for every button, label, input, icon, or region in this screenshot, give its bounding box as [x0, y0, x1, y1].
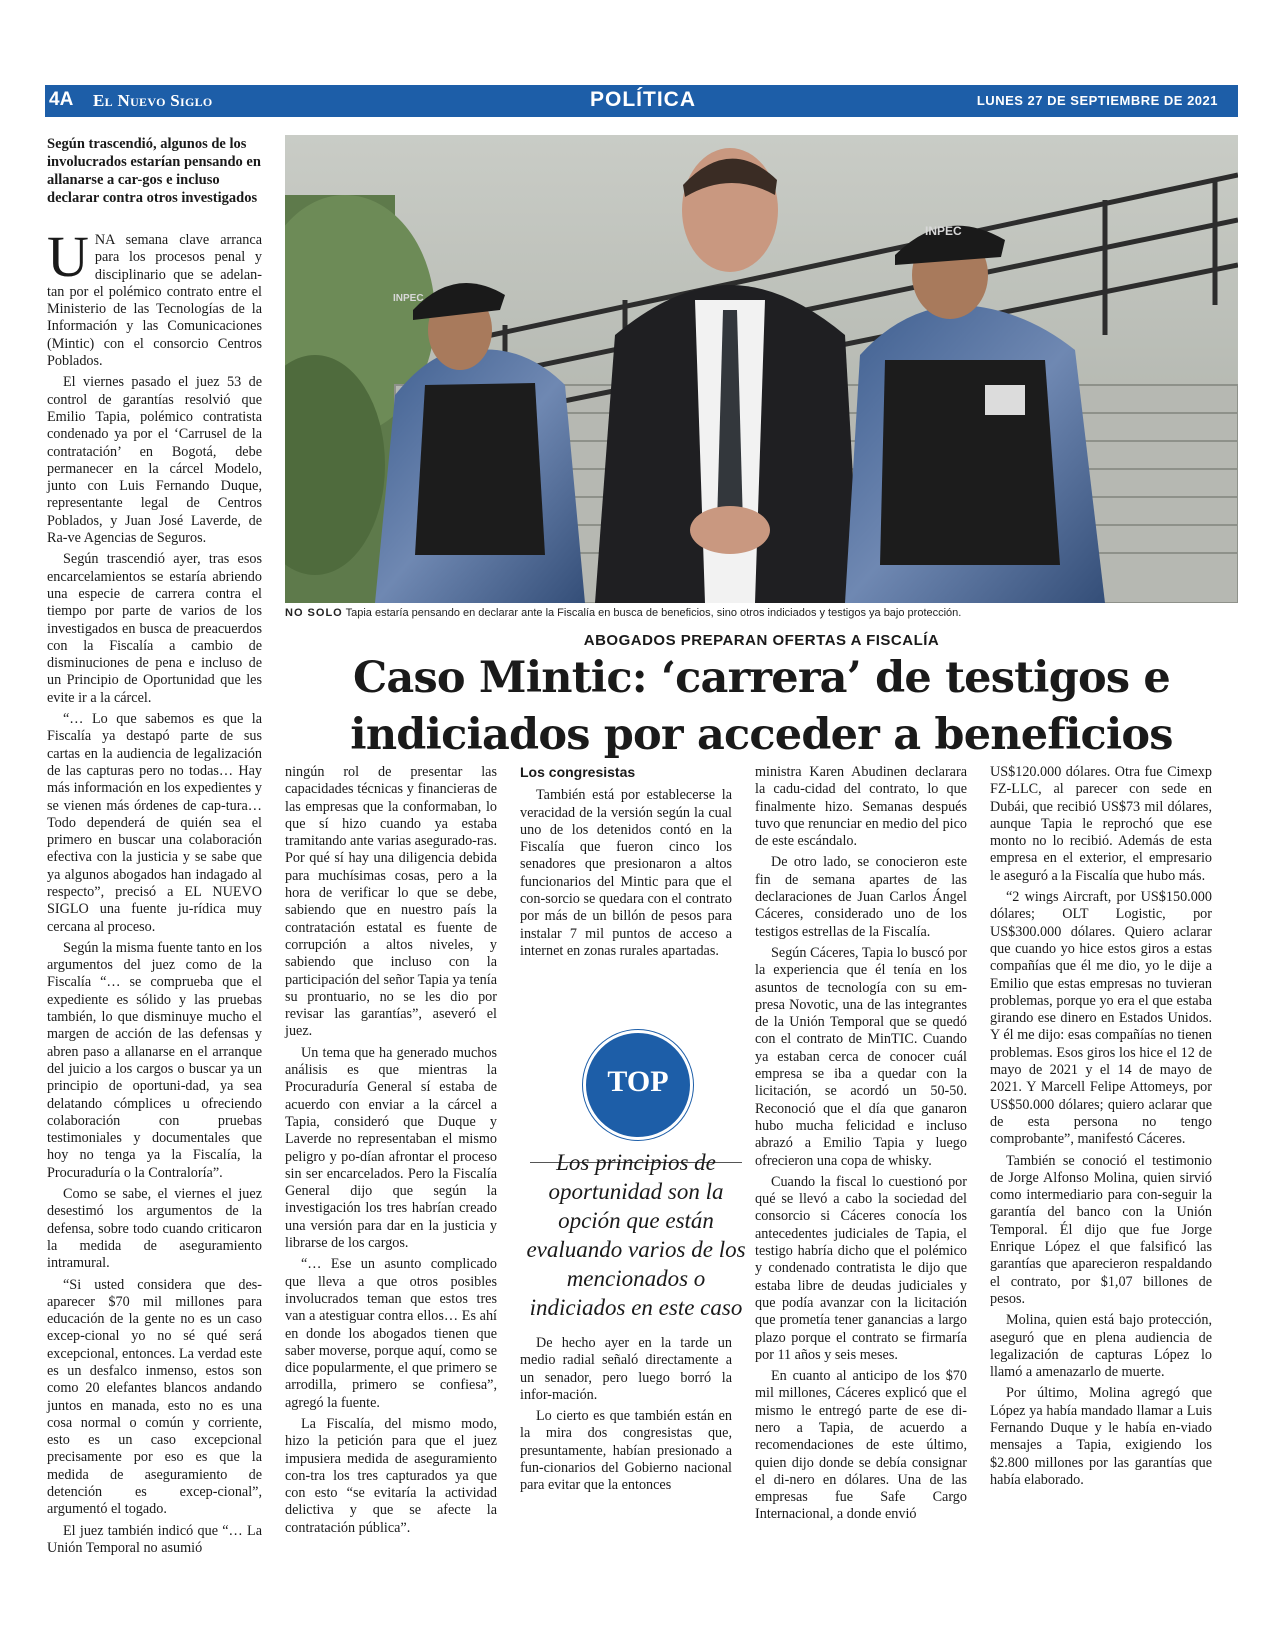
article-column-2 [285, 764, 497, 1541]
paragraph: También se conoció el testimonio de Jorge Alfonso Molina, quien sirvió como intermediario para con-seguir la garantía del banco con la Unión Temporal. Él dijo que fue Jorge Enrique López el que falsificó las garantías que aparecieron respaldando el contrato, por $1,07 billones de pesos. [990, 1152, 1212, 1307]
paragraph: El viernes pasado el juez 53 de control de garantías resolvió que Emilio Tapia, polémico contratista condenado ya por el ‘Carrusel de la contratación’ en Bogotá, debe permanecer en la cárcel Modelo, junto con Luis Fernando Duque, representante legal de Centros Poblados, y Juan José Laverde, de Ra-ve Agencias de Seguros. [47, 374, 262, 547]
lead-paragraph: UNA semana clave arranca para los procesos penal y disciplinario que se adelan-tan por el polémico contrato entre el Ministerio de las Tecnologías de la Información y las Comunicaciones (Mintic) con el consorcio Centros Poblados. [47, 224, 262, 370]
page-header-bar [45, 85, 1238, 117]
page-number: 4A [49, 89, 74, 110]
paragraph: ministra Karen Abudinen declarara la cadu-cidad del contrato, lo que finalmente hizo. Semanas después tuvo que renunciar en medio del pico de este escándalo. [755, 764, 967, 850]
paragraph: El juez también indicó que “… La Unión Temporal no asumió [47, 1522, 262, 1556]
paragraph: En cuanto al anticipo de los $70 mil millones, Cáceres explicó que el mismo le entregó parte de ese di-nero a Tapia, de acuerdo a recomendaciones de este último, quien dijo donde se debía consignar el di-nero en dólares. Una de las empresas fue Safe Cargo Internacional, a donde envió [755, 1368, 967, 1523]
paragraph: La Fiscalía, del mismo modo, hizo la petición para que el juez impusiera medida de aseguramiento con-tra los tres capturados ya que con esto “se evitaría la actividad delictiva y que se afecte la contratación pública”. [285, 1415, 497, 1536]
article-column-3-bottom [520, 1335, 732, 1499]
paragraph: Por último, Molina agregó que López ya había mandado llamar a Luis Fernando Duque y le había en-viado mensajes a Tapia, exigiendo los $2.800 millones por las garantías que había elaborado. [990, 1385, 1212, 1488]
caption-text: Tapia estaría pensando en declarar ante la Fiscalía en busca de beneficios, sino otros indiciados y testigos ya bajo protección. [345, 607, 962, 619]
paragraph: ningún rol de presentar las capacidades técnicas y financieras de las empresas que la conformaban, lo que sí hizo cuando ya estaba tramitando ante varias asegurado-ras. Por qué sí hay una diligencia debida para muchísimas cosas, pero a la hora de verificar lo que se debe, sabiendo que en nuestro país la contratación estatal es fuente de corrupción a altos niveles, y sabiendo que incluso con la participación del señor Tapia ya tenía su prontuario, no se les dio por revisar las garantías”, aseveró el juez. [285, 764, 497, 1040]
newspaper-name: El Nuevo Siglo [93, 91, 213, 110]
paragraph: Molina, quien está bajo protección, aseguró que en plena audiencia de legalización de capturas López lo llamó a amenazarlo de muerte. [990, 1312, 1212, 1381]
cap-logo-right: INPEC [925, 224, 962, 238]
article-column-4 [755, 764, 967, 1528]
article-dek: Según trascendió, algunos de los involucrados estarían pensando en allanarse a car-gos e incluso declarar contra otros investigados [47, 136, 261, 206]
photo-caption [285, 607, 1238, 619]
paragraph: “2 wings Aircraft, por US$150.000 dólares; OLT Logistic, por US$300.000 dólares. Quiero aclarar que cuando yo hice estos giros a estas compañías que él me dio, yo le dije a Emilio que estas empresas no tuvieran problemas, porque yo era el que estaba girando ese dinero en Estados Unidos. Y él me dijo: esas compañías no tienen problemas. Esos giros los hice el 12 de mayo de 2021 y el 14 de mayo de 2021. Y Marcell Felipe Attomeys, por US$50.000 dólares; quiero aclarar que de esta persona no tengo comprobante”, manifestó Cáceres. [990, 889, 1212, 1148]
headline [285, 650, 1238, 764]
pull-quote: Los principios de oportunidad son la opción que están evaluando varios de los mencionados o indiciados en este caso [526, 1150, 746, 1320]
article-column-3-top [520, 764, 732, 964]
photo-illustration [285, 135, 1238, 603]
caption-label: NO SOLO [285, 607, 343, 619]
section-title: POLÍTICA [590, 88, 696, 111]
paragraph: Según Cáceres, Tapia lo buscó por la experiencia que él tenía en los asuntos de tecnología con su em-presa Novotic, una de las integrantes de la Unión Temporal que se quedó con el contrato de MinTIC. Cuando ya estaban cerca de conocer cuál empresa se iba a quedar con la licitación, se acordó un 50-50. Reconoció que el día que ganaron hubo mucha felicidad e incluso abrazó a Emilio Tapia y luego ofrecieron una copa de whisky. [755, 944, 967, 1169]
paragraph: Como se sabe, el viernes el juez desestimó los argumentos de la defensa, sobre todo cuando criticaron la medida de aseguramiento intramural. [47, 1186, 262, 1272]
paragraph: “… Ese un asunto complicado que lleva a que otros posibles involucrados teman que estos tres van a atestiguar contra ellos… Es ahí en donde los abogados tienen que saber moverse, porque aquí, como se dice popularmente, el que primero se arrodilla, primero se confiesa”, agregó la fuente. [285, 1256, 497, 1411]
paragraph: De hecho ayer en la tarde un medio radial señaló directamente a un senador, pero luego borró la infor-mación. [520, 1335, 732, 1403]
paragraph: Cuando la fiscal lo cuestionó por qué se llevó a cabo la sociedad del consorcio si Cáceres conocía los antecedentes judiciales de Tapia, el testigo habría dicho que el polémico y condenado contratista le dijo que estaba libre de deudas judiciales y que podía avanzar con la licitación que prometía tener ganancias a largo plazo porque el contrato se firmaría por 11 años y seis meses. [755, 1173, 967, 1363]
top-badge: TOP [583, 1030, 693, 1140]
paragraph: También está por establecerse la veracidad de la versión según la cual uno de los detenidos contó en la Fiscalía que fueron cinco los senadores que presionaron a altos funcionarios del Mintic para que el con-sorcio se quedara con el contrato por más de un billón de pesos para instalar 7 mil puntos de acceso a internet en zonas rurales apartadas. [520, 787, 732, 959]
paragraph: “Si usted considera que des-aparecer $70 mil millones para educación de la gente no es un caso excep-cional yo no sé qué será excepcional, entonces. La verdad este es un desfalco inmenso, estos son como 20 elefantes blancos andando juntos en manada, esto no es una cosa normal o común y corriente, esto es un caso excepcional precisamente por eso es que la medida de aseguramiento de detención es excep-cional”, argumentó el togado. [47, 1276, 262, 1518]
subheading: Los congresistas [520, 764, 636, 780]
paragraph: De otro lado, se conocieron este fin de semana apartes de las declaraciones de Juan Carlos Ángel Cáceres, considerado uno de los testigos estrellas de la Fiscalía. [755, 854, 967, 940]
headline-line-1: Caso Mintic: ‘carrera’ de testigos e [352, 653, 1170, 703]
article-column-5 [990, 764, 1212, 1493]
article-column-1 [47, 224, 262, 1561]
issue-date: LUNES 27 DE SEPTIEMBRE DE 2021 [976, 93, 1218, 108]
paragraph: “… Lo que sabemos es que la Fiscalía ya destapó parte de sus cartas en la audiencia de legalización de las capturas pero no todas… Hay más información en los expedientes y se vienen más órdenes de cap-tura… Todo dependerá de quién sea el primero en buscar una colaboración efectiva con la justicia y se sabe que ya algunos abogados han indagado al respecto”, precisó a EL NUEVO SIGLO una fuente ju-rídica muy cercana al proceso. [47, 711, 262, 935]
paragraph: Según trascendió ayer, tras esos encarcelamientos se estaría abriendo una especie de carrera contra el tiempo por parte de varios de los investigados en busca de preacuerdos con la Fiscalía a cambio de disminuciones de pena e incluso de un Principio de Oportunidad que les evite ir a la cárcel. [47, 551, 262, 706]
headline-line-2: indiciados por acceder a beneficios [350, 710, 1173, 760]
paragraph: US$120.000 dólares. Otra fue Cimexp FZ-LLC, al parecer con sede en Dubái, que recibió US$73 mil dólares, aunque Tapia le reprochó que ese monto no lo recibió. Además de esta empresa en el exterior, el empresario le aseguró a la Fiscalía que hubo más. [990, 764, 1212, 884]
paragraph: Lo cierto es que también están en la mira dos congresistas que, presuntamente, habían presionado a fun-cionarios del Gobierno nacional para evitar que la entonces [520, 1408, 732, 1494]
drop-cap: U [47, 224, 89, 289]
article-photo [285, 135, 1238, 603]
paragraph: Un tema que ha generado muchos análisis es que mientras la Procuraduría General sí estaba de acuerdo con enviar a la cárcel a Tapia, consideró que Duque y Laverde no representaban el mismo peligro y po-dían afrontar el proceso sin ser encarcelados. Pero la Fiscalía General dijo que según la investigación los tres habrían creado una versión para dar en la justicia y librarse de los cargos. [285, 1044, 497, 1252]
cap-logo-left: INPEC [393, 293, 424, 304]
paragraph: Según la misma fuente tanto en los argumentos del juez como de la Fiscalía “… se comprueba que el expediente es sólido y las pruebas también, lo que disminuye mucho el margen de acción de las defensas y abren paso a allanarse en el arranque del juicio a los cargos o buscar ya un principio de oportuni-dad, ya sea delatando cómplices u ofreciendo colaboración con pruebas testimoniales y documentales que hoy no tenga ya la Fiscalía, la Procuraduría o la Contraloría”. [47, 939, 262, 1181]
headline-kicker: ABOGADOS PREPARAN OFERTAS A FISCALÍA [583, 632, 940, 649]
